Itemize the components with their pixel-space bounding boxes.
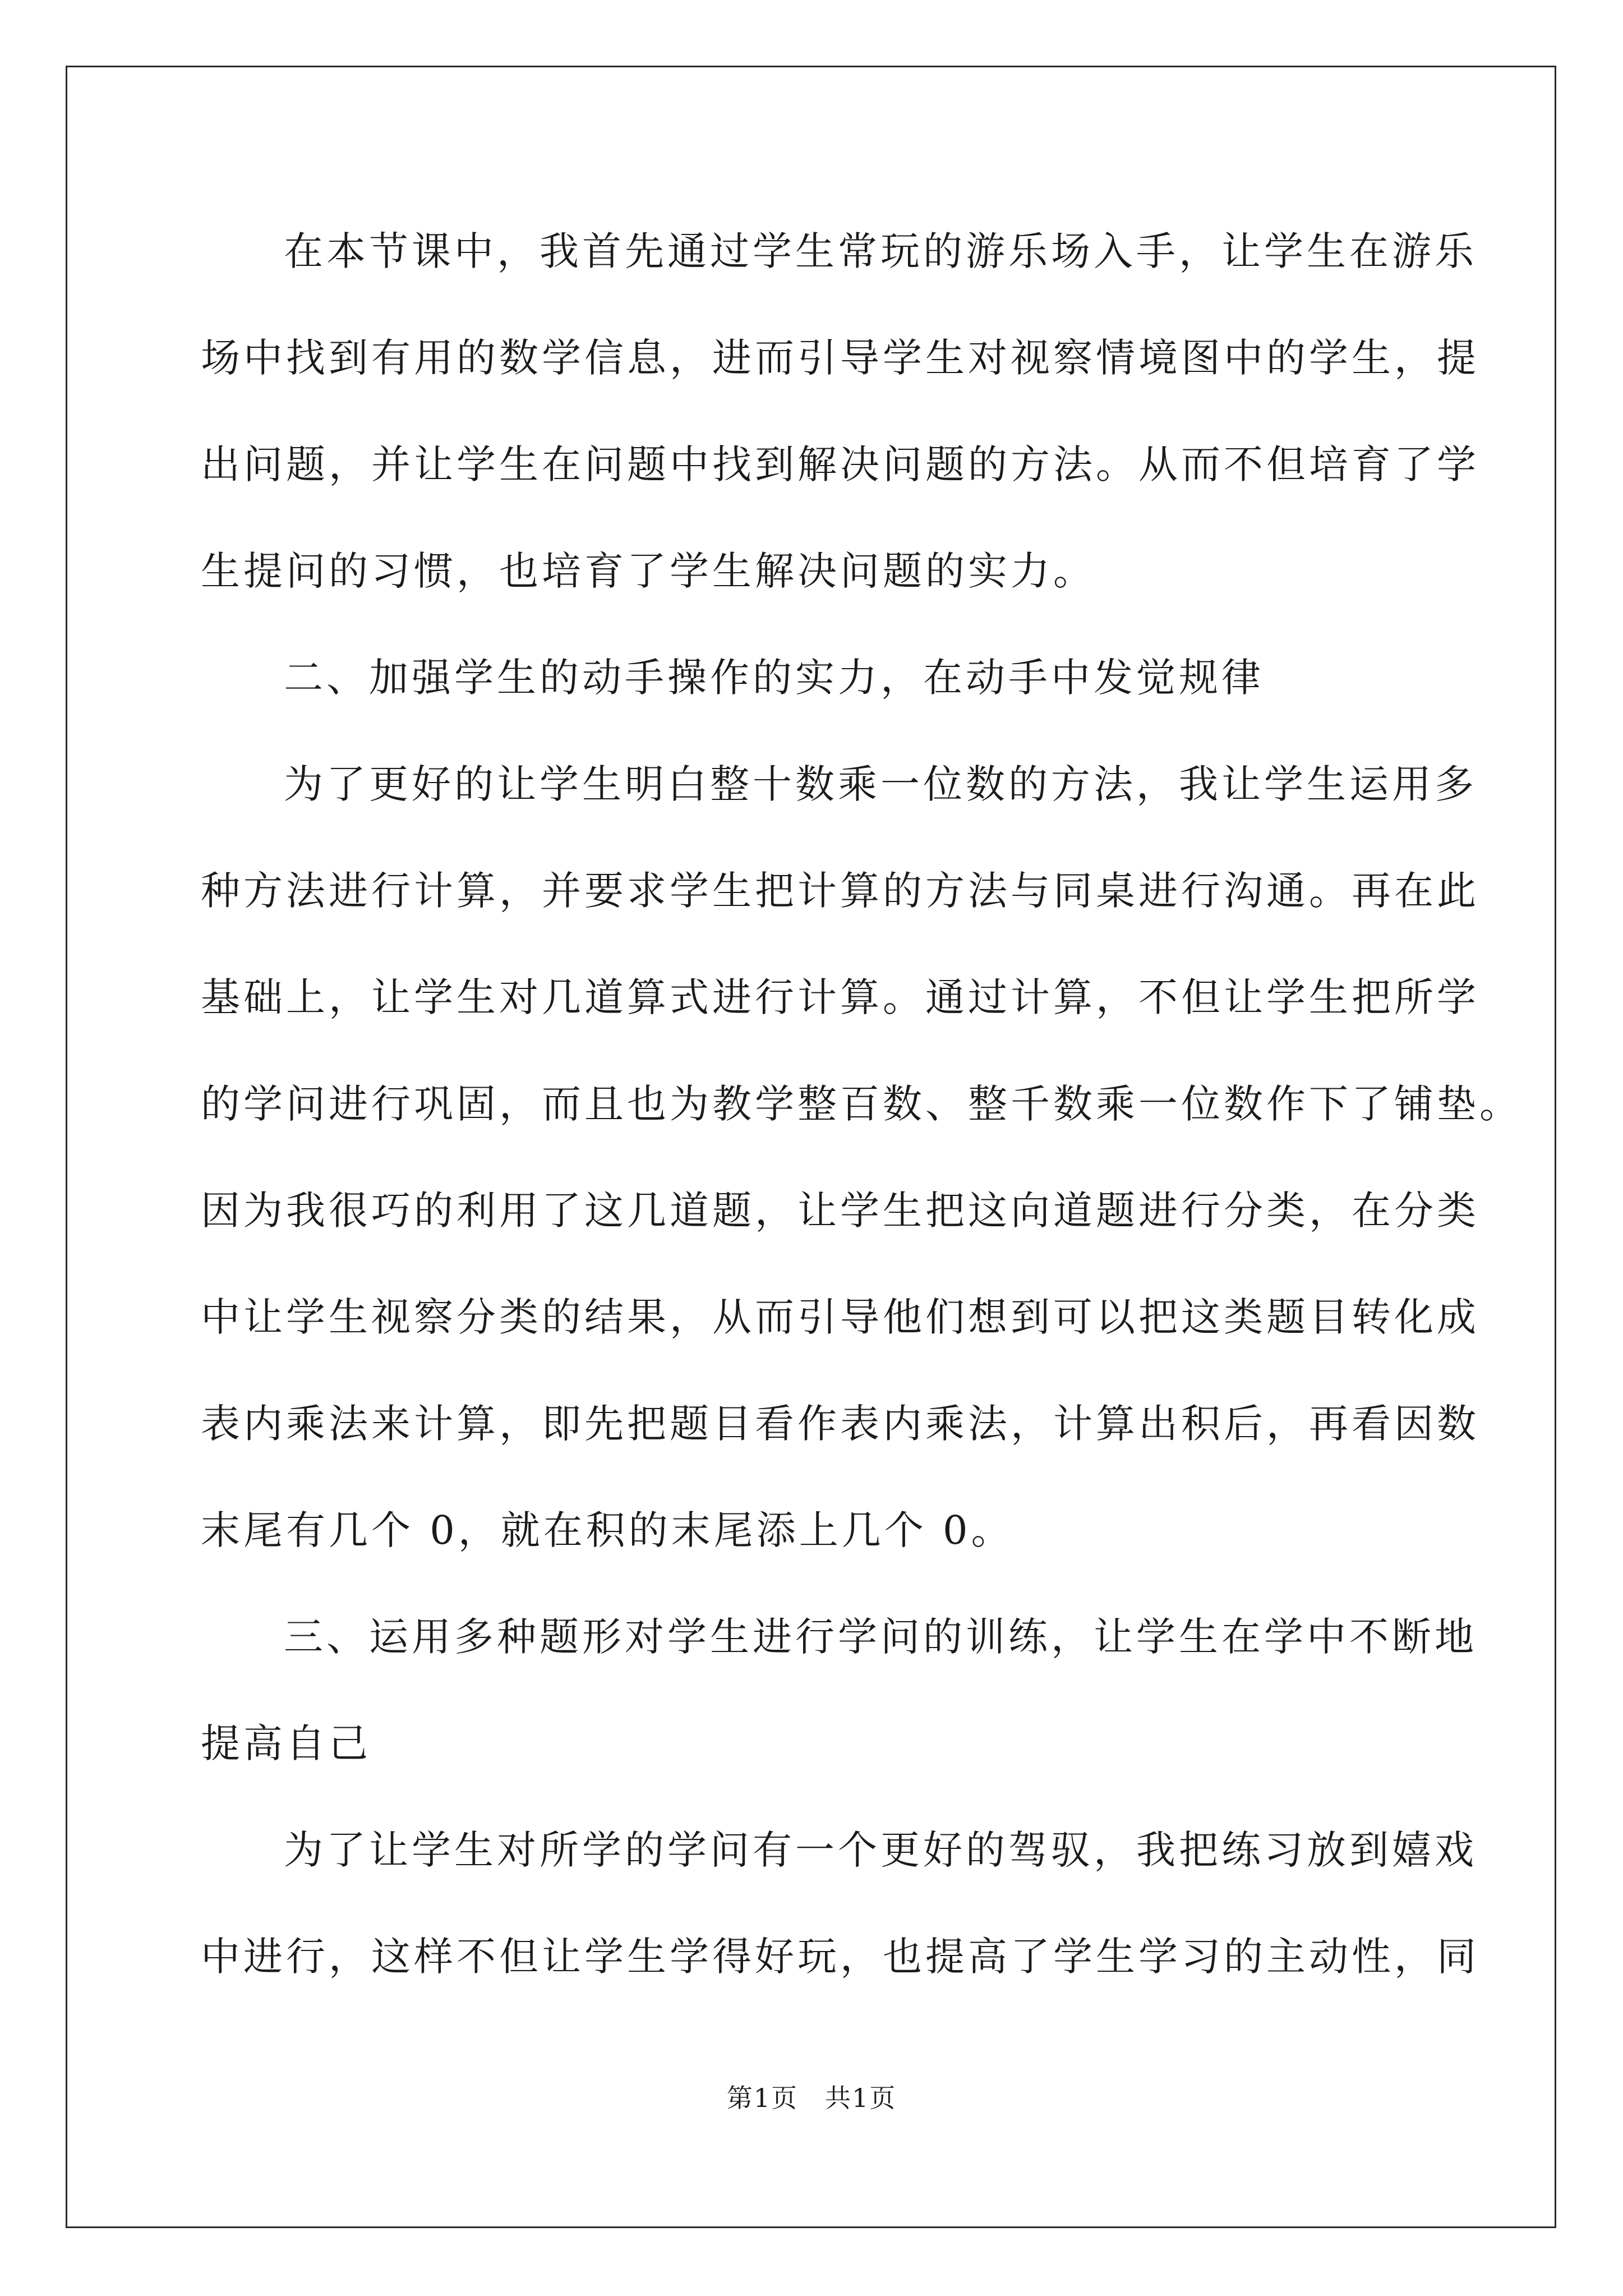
- page-border: [66, 66, 1556, 2228]
- section-heading-continued: 提高自己: [201, 1720, 371, 1766]
- text-line: 因为我很巧的利用了这几道题，让学生把这向道题进行分类，在分类: [201, 1188, 1479, 1234]
- text-line: 生提问的习惯，也培育了学生解决问题的实力。: [201, 548, 1096, 594]
- text-line: 中让学生视察分类的结果，从而引导他们想到可以把这类题目转化成: [201, 1294, 1479, 1340]
- text-line: 种方法进行计算，并要求学生把计算的方法与同桌进行沟通。再在此: [201, 868, 1479, 914]
- text-line: 基础上，让学生对几道算式进行计算。通过计算，不但让学生把所学: [201, 974, 1479, 1020]
- text-line: 中进行，这样不但让学生学得好玩，也提高了学生学习的主动性，同: [201, 1934, 1479, 1980]
- section-heading: 三、运用多种题形对学生进行学问的训练，让学生在学中不断地: [284, 1614, 1477, 1660]
- text-line: 出问题，并让学生在问题中找到解决问题的方法。从而不但培育了学: [201, 441, 1479, 487]
- text-line: 为了更好的让学生明白整十数乘一位数的方法，我让学生运用多: [284, 761, 1477, 807]
- text-line: 的学问进行巩固，而且也为教学整百数、整千数乘一位数作下了铺垫。: [201, 1081, 1522, 1127]
- text-line: 为了让学生对所学的学问有一个更好的驾驭，我把练习放到嬉戏: [284, 1827, 1477, 1873]
- text-line: 场中找到有用的数学信息，进而引导学生对视察情境图中的学生，提: [201, 335, 1479, 381]
- text-line: 末尾有几个 0，就在积的末尾添上几个 0。: [201, 1507, 1014, 1553]
- text-line: 在本节课中，我首先通过学生常玩的游乐场入手，让学生在游乐: [284, 228, 1477, 274]
- page-number: 第1页 共1页: [726, 2083, 897, 2113]
- section-heading: 二、加强学生的动手操作的实力，在动手中发觉规律: [284, 655, 1264, 701]
- text-line: 表内乘法来计算，即先把题目看作表内乘法，计算出积后，再看因数: [201, 1401, 1479, 1447]
